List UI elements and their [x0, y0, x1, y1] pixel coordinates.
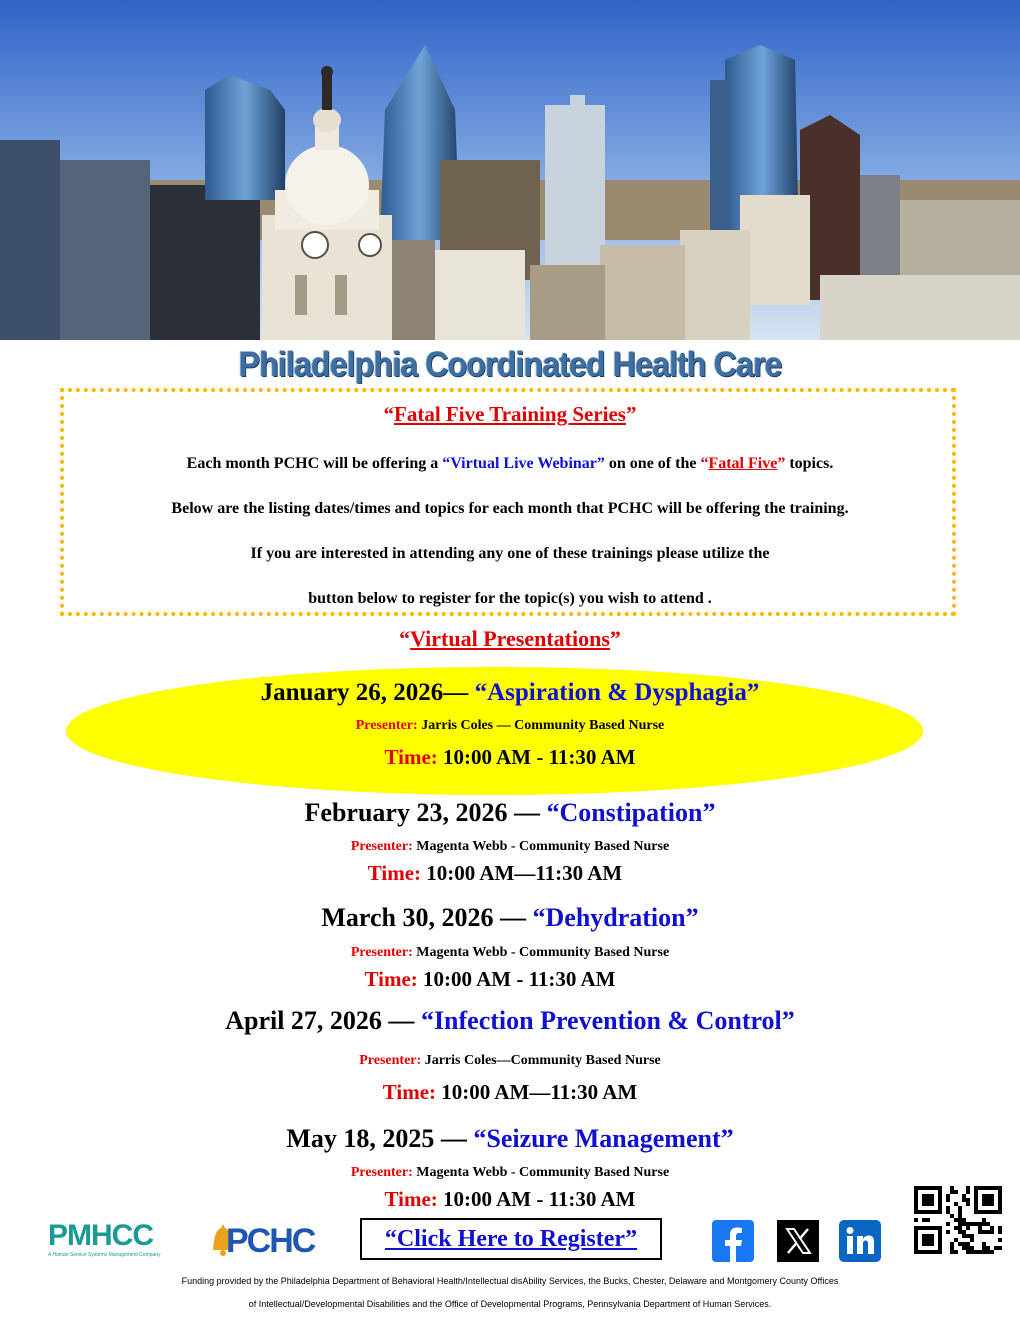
- x-icon[interactable]: [777, 1220, 819, 1262]
- intro-line-1: Each month PCHC will be offering a “Virtual Live Webinar” on one of the “Fatal Five” topics.: [186, 455, 834, 472]
- presentation-2-presenter: Presenter: Magenta Webb - Community Based Nurse: [350, 839, 670, 854]
- intro-line-2: Below are the listing dates/times and topics for each month that PCHC will be offering the training.: [171, 500, 849, 517]
- funding-line-2: of Intellectual/Developmental Disabilities and the Office of Developmental Programs, Pennsylvania Department of Human Services.: [248, 1299, 772, 1309]
- series-title: “Fatal Five Training Series”: [383, 402, 637, 426]
- presentation-5-presenter: Presenter: Magenta Webb - Community Based Nurse: [350, 1165, 670, 1180]
- virtual-presentations-heading: “Virtual Presentations”: [399, 626, 621, 651]
- presentation-2-title: February 23, 2026 — “Constipation”: [304, 798, 716, 827]
- presentation-4-title: April 27, 2026 — “Infection Prevention & Control”: [225, 1006, 795, 1035]
- pmhcc-logo: PMHCC A Human Service Systems Management Company: [48, 1219, 161, 1258]
- presentation-3-title: March 30, 2026 — “Dehydration”: [321, 903, 699, 932]
- pchc-logo: PCHC: [212, 1222, 320, 1260]
- presentation-3-presenter: Presenter: Magenta Webb - Community Based Nurse: [350, 945, 670, 960]
- funding-line-1: Funding provided by the Philadelphia Department of Behavioral Health/Intellectual disAbility Services, the Bucks, Chester, Delaware and Montgomery County Offices: [181, 1276, 839, 1286]
- linkedin-icon[interactable]: [839, 1220, 881, 1262]
- presentation-4-presenter: Presenter: Jarris Coles—Community Based Nurse: [359, 1053, 661, 1068]
- intro-line-4: button below to register for the topic(s) you wish to attend .: [308, 590, 712, 607]
- page-title: Philadelphia Coordinated Health Care: [238, 345, 782, 384]
- city-skyline-image: [0, 0, 1020, 340]
- facebook-icon[interactable]: [712, 1220, 754, 1262]
- register-button[interactable]: “Click Here to Register”: [360, 1218, 662, 1260]
- presentation-3-time: Time: 10:00 AM - 11:30 AM: [364, 967, 616, 991]
- presentation-2-time: Time: 10:00 AM—11:30 AM: [367, 861, 623, 885]
- intro-line-3: If you are interested in attending any one of these trainings please utilize the: [250, 545, 770, 562]
- presentation-5-title: May 18, 2025 — “Seizure Management”: [286, 1124, 734, 1153]
- presentation-4-time: Time: 10:00 AM—11:30 AM: [382, 1080, 638, 1104]
- presentation-5-time: Time: 10:00 AM - 11:30 AM: [384, 1187, 636, 1211]
- presentation-1-presenter: Presenter: Jarris Coles — Community Based Nurse: [355, 718, 665, 733]
- presentation-1-time: Time: 10:00 AM - 11:30 AM: [384, 745, 636, 769]
- presentation-1-title: January 26, 2026— “Aspiration & Dysphagia”: [260, 679, 760, 706]
- qr-code-icon[interactable]: [914, 1186, 1002, 1254]
